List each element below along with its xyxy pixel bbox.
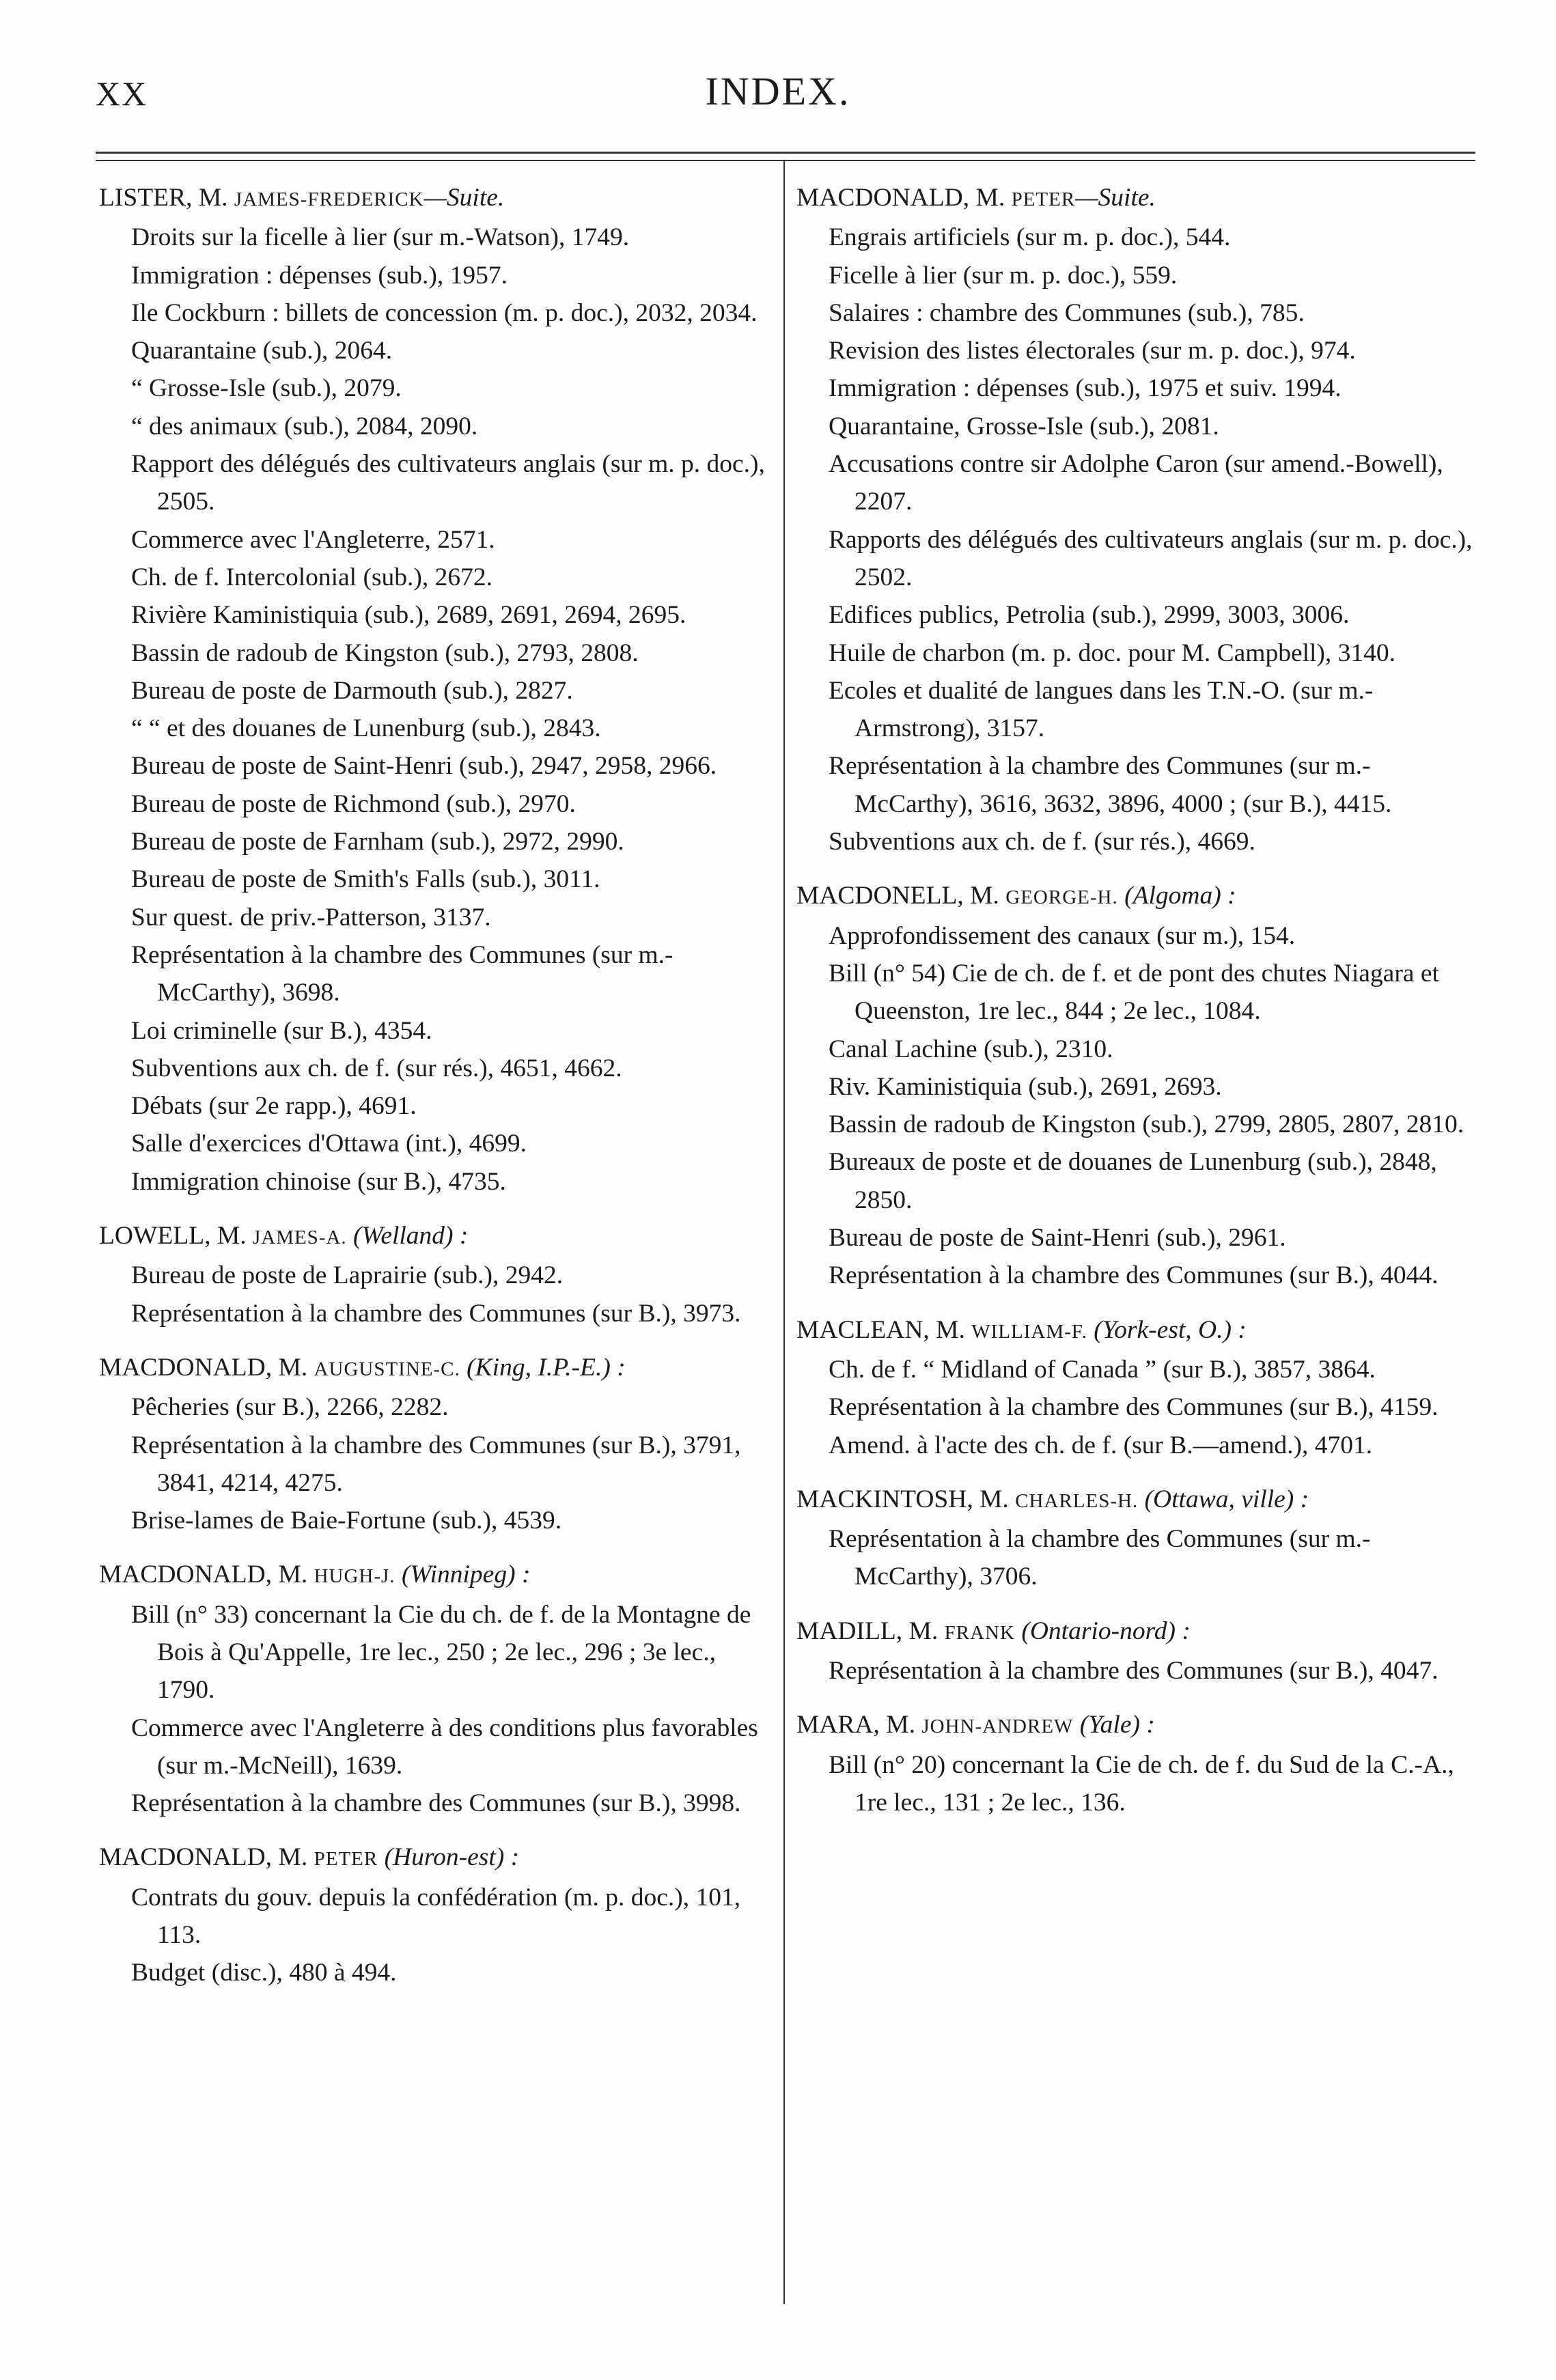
subject-line: Bill (n° 20) concernant la Cie de ch. de f. du Sud de la C.-A., 1re lec., 131 ; 2e lec., 136. [829,1750,1454,1817]
index-entry [796,1612,1473,1690]
member-given-names: JAMES-A. [252,1227,347,1249]
entry-heading [796,1311,1473,1351]
riding: (Huron-est) : [378,1843,520,1872]
subject-line: Bureau de poste de Richmond (sub.), 2970. [131,789,576,818]
subject-line: “ “ et des douanes de Lunenburg (sub.), 2843. [131,714,601,743]
subject-line: Bill (n° 33) concernant la Cie du ch. de f. de la Montagne de Bois à Qu'Appelle, 1re lec., 250 ; 2e lec., 296 ; 3e lec., 1790. [131,1600,751,1705]
subject-line: Loi criminelle (sur B.), 4354. [131,1016,432,1045]
subject-line: Bassin de radoub de Kingston (sub.), 2799, 2805, 2807, 2810. [829,1110,1464,1139]
member-surname: LISTER, M. [99,184,234,212]
entry-heading [796,179,1473,219]
page-title: INDEX. [705,69,851,113]
subject-line: Ch. de f. Intercolonial (sub.), 2672. [131,563,493,591]
entry-heading [796,1706,1473,1746]
subject-line: Engrais artificiels (sur m. p. doc.), 544. [829,223,1231,252]
subject-line: Subventions aux ch. de f. (sur rés.), 4651, 4662. [131,1054,622,1082]
subject-line: Commerce avec l'Angleterre à des conditions plus favorables (sur m.-McNeill), 1639. [131,1713,758,1780]
member-given-names: GEORGE-H. [1005,886,1118,909]
index-entry [99,1349,775,1539]
subject-line: Représentation à la chambre des Communes (sur B.), 3973. [131,1299,741,1328]
riding: (Algoma) : [1117,882,1236,910]
member-surname: MACLEAN, M. [796,1315,972,1344]
riding: (Welland) : [346,1222,469,1250]
member-surname: MACDONALD, M. [796,184,1012,212]
subject-line: Représentation à la chambre des Communes (sur m.-McCarthy), 3706. [829,1525,1371,1591]
subject-line: Subventions aux ch. de f. (sur rés.), 4669. [829,828,1255,856]
member-given-names: WILLIAM-F. [971,1320,1087,1343]
subject-line: Contrats du gouv. depuis la confédération (m. p. doc.), 101, 113. [131,1883,741,1950]
subject-line: Immigration chinoise (sur B.), 4735. [131,1167,506,1196]
subject-line: Edifices publics, Petrolia (sub.), 2999, 3003, 3006. [829,601,1350,630]
entry-heading [99,1349,775,1388]
riding: (Yale) : [1073,1711,1155,1739]
subject-line: “ Grosse-Isle (sub.), 2079. [131,374,402,403]
member-surname: MACDONELL, M. [796,882,1006,910]
subject-line: Accusations contre sir Adolphe Caron (sur amend.-Bowell), 2207. [829,450,1443,516]
subject-line: Revision des listes électorales (sur m. p. doc.), 974. [829,337,1356,365]
index-entry [99,1556,775,1822]
member-surname: MACKINTOSH, M. [796,1485,1016,1513]
subject-line: Bureau de poste de Smith's Falls (sub.), 3011. [131,865,600,894]
subject-line: Débats (sur 2e rapp.), 4691. [131,1092,417,1121]
subject-line: Droits sur la ficelle à lier (sur m.-Watson), 1749. [131,223,630,252]
riding: (Ottawa, ville) : [1138,1485,1309,1513]
subject-line: Budget (disc.), 480 à 494. [131,1959,397,1987]
subject-line: Rapport des délégués des cultivateurs anglais (sur m. p. doc.), 2505. [131,450,765,516]
header-rule-top [96,152,1475,154]
subject-line: Riv. Kaministiquia (sub.), 2691, 2693. [829,1072,1222,1101]
subject-line: Brise-lames de Baie-Fortune (sub.), 4539. [131,1507,562,1535]
index-entry [796,1706,1473,1821]
subject-line: Bureau de poste de Farnham (sub.), 2972, 2990. [131,828,624,856]
member-surname: MACDONALD, M. [99,1560,314,1589]
entry-heading [99,1217,775,1257]
continuation-mark: —Suite. [423,184,505,212]
entry-heading [796,1612,1473,1652]
subject-line: Représentation à la chambre des Communes (sur B.), 3791, 3841, 4214, 4275. [131,1431,741,1497]
member-given-names: AUGUSTINE-C. [314,1358,460,1380]
riding: (York-est, O.) : [1087,1315,1247,1344]
subject-line: Bureau de poste de Darmouth (sub.), 2827. [131,676,573,705]
subject-line: Bureau de poste de Saint-Henri (sub.), 2961. [829,1224,1286,1252]
member-surname: MACDONALD, M. [99,1843,314,1872]
entry-heading [99,1838,775,1878]
entry-heading [796,1481,1473,1520]
column-divider [783,160,785,2304]
member-given-names: JOHN-ANDREW [921,1716,1074,1738]
riding: (Winnipeg) : [395,1560,531,1589]
index-entry [796,1481,1473,1596]
subject-line: Représentation à la chambre des Communes (sur m.-McCarthy), 3698. [131,940,673,1007]
index-entry [796,1311,1473,1464]
member-given-names: JAMES-FREDERICK [234,188,424,210]
subject-line: Approfondissement des canaux (sur m.), 154. [829,921,1296,950]
subject-line: Ficelle à lier (sur m. p. doc.), 559. [829,261,1178,290]
subject-line: Représentation à la chambre des Communes (sur B.), 4159. [829,1393,1439,1422]
member-given-names: HUGH-J. [314,1565,395,1588]
left-column [99,179,775,1992]
subject-line: Ile Cockburn : billets de concession (m. p. doc.), 2032, 2034. [131,298,758,327]
subject-line: Immigration : dépenses (sub.), 1975 et suiv. 1994. [829,374,1342,403]
subject-line: Rapports des délégués des cultivateurs anglais (sur m. p. doc.), 2502. [829,525,1473,591]
entry-heading [796,877,1473,916]
index-entry [99,1838,775,1991]
subject-line: Quarantaine (sub.), 2064. [131,337,393,365]
subject-line: Amend. à l'acte des ch. de f. (sur B.—amend.), 4701. [829,1431,1373,1459]
entry-heading [99,1556,775,1595]
member-surname: MADILL, M. [796,1616,945,1645]
subject-line: Commerce avec l'Angleterre, 2571. [131,525,495,554]
subject-line: Canal Lachine (sub.), 2310. [829,1035,1113,1063]
member-given-names: PETER [314,1848,378,1871]
index-entry [796,179,1473,860]
subject-line: Pêcheries (sur B.), 2266, 2282. [131,1393,449,1422]
subject-line: Salaires : chambre des Communes (sub.), 785. [829,298,1305,327]
member-surname: MACDONALD, M. [99,1353,314,1382]
subject-line: Bassin de radoub de Kingston (sub.), 2793, 2808. [131,639,639,667]
riding: (Ontario-nord) : [1014,1616,1191,1645]
member-given-names: CHARLES-H. [1015,1489,1139,1512]
subject-line: Bureau de poste de Laprairie (sub.), 2942. [131,1261,564,1290]
subject-line: Salle d'exercices d'Ottawa (int.), 4699. [131,1130,527,1158]
subject-line: Représentation à la chambre des Communes (sur B.), 4047. [829,1656,1439,1685]
member-given-names: FRANK [944,1621,1015,1644]
subject-line: Quarantaine, Grosse-Isle (sub.), 2081. [829,412,1219,440]
subject-line: Bureau de poste de Saint-Henri (sub.), 2947, 2958, 2966. [131,752,717,781]
subject-line: Bureaux de poste et de douanes de Lunenburg (sub.), 2848, 2850. [829,1148,1437,1214]
right-column [796,179,1473,1821]
header-rule-bottom [96,160,1475,161]
member-given-names: PETER [1011,188,1076,210]
subject-line: Rivière Kaministiquia (sub.), 2689, 2691, 2694, 2695. [131,601,686,630]
subject-line: “ des animaux (sub.), 2084, 2090. [131,412,478,440]
index-entry [796,877,1473,1294]
subject-line: Représentation à la chambre des Communes (sur m.-McCarthy), 3616, 3632, 3896, 4000 ; (sur B.), 4415. [829,752,1392,818]
subject-line: Ch. de f. “ Midland of Canada ” (sur B.), 3857, 3864. [829,1355,1376,1384]
member-surname: LOWELL, M. [99,1222,253,1250]
subject-line: Sur quest. de priv.-Patterson, 3137. [131,903,491,932]
subject-line: Huile de charbon (m. p. doc. pour M. Campbell), 3140. [829,639,1396,667]
subject-line: Représentation à la chambre des Communes (sur B.), 3998. [131,1789,741,1818]
continuation-mark: —Suite. [1075,184,1156,212]
subject-line: Immigration : dépenses (sub.), 1957. [131,261,508,290]
subject-line: Ecoles et dualité de langues dans les T.N.-O. (sur m.-Armstrong), 3157. [829,676,1374,743]
entry-heading [99,179,775,219]
riding: (King, I.P.-E.) : [460,1353,626,1382]
page-number: XX [96,74,148,113]
index-entry [99,179,775,1201]
subject-line: Représentation à la chambre des Communes (sur B.), 4044. [829,1261,1439,1290]
subject-line: Bill (n° 54) Cie de ch. de f. et de pont des chutes Niagara et Queenston, 1re lec., 844 ; 2e lec., 1084. [829,959,1439,1026]
index-entry [99,1217,775,1332]
member-surname: MARA, M. [796,1711,922,1739]
